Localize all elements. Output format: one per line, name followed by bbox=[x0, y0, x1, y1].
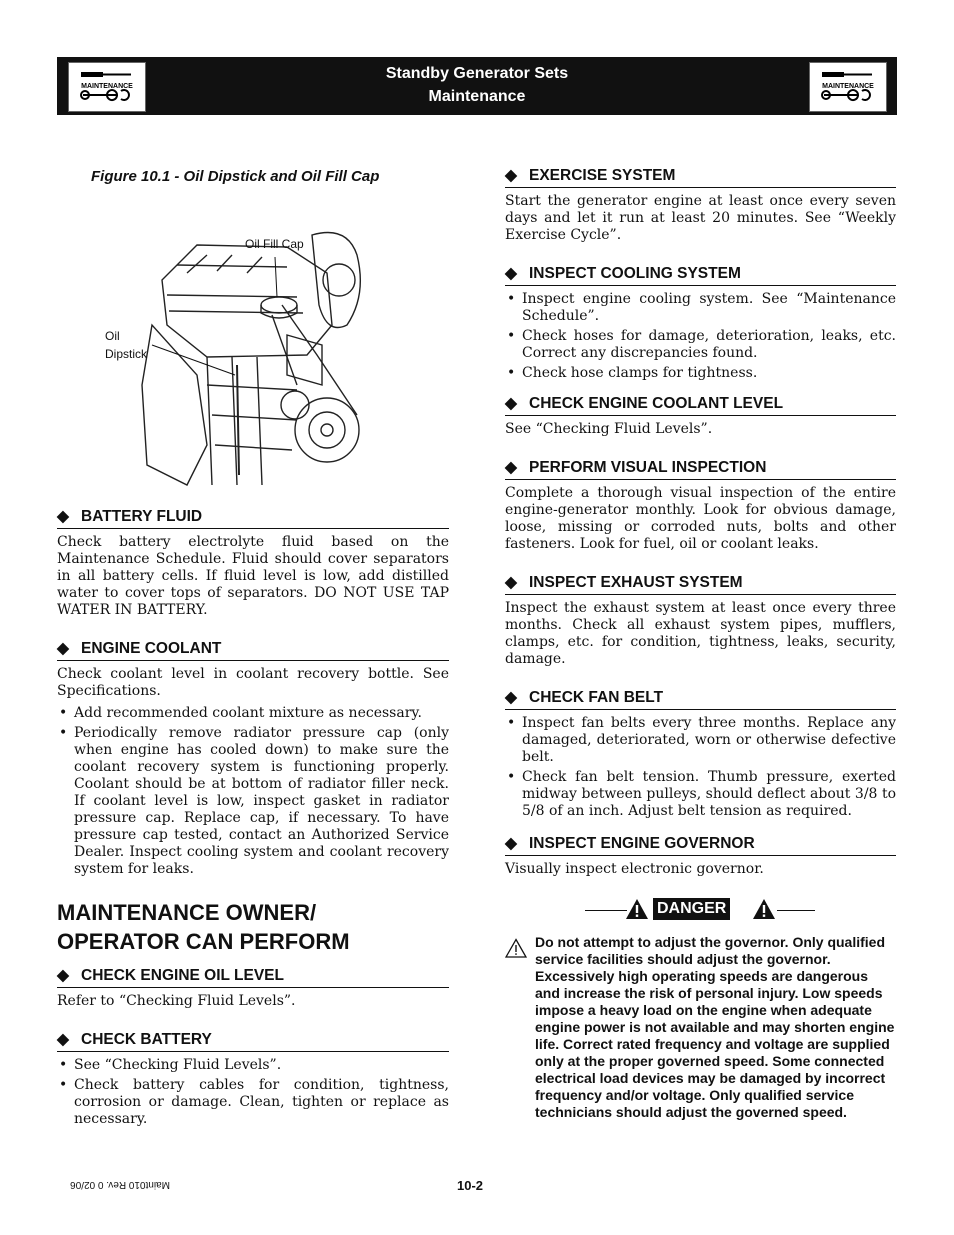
list-item: • Inspect fan belts every three months. Replace any damaged, deteriorated, worn or otherwise defective belt. bbox=[507, 715, 896, 765]
heading-visual-inspection bbox=[505, 458, 896, 480]
list-item: • Check fan belt tension. Thumb pressure, exerted midway between pulleys, should deflect about 3/8 to 5/8 of an inch. Adjust belt tension as required. bbox=[507, 769, 896, 819]
governor-text: Visually inspect electronic governor. bbox=[505, 861, 764, 877]
heading-text: ENGINE COOLANT bbox=[81, 640, 222, 657]
maintenance-badge-right bbox=[809, 62, 887, 112]
list-item-text: See “Checking Fluid Levels”. bbox=[74, 1057, 282, 1073]
diamond-bullet-icon: ◆ bbox=[505, 689, 517, 706]
heading-text: CHECK ENGINE COOLANT LEVEL bbox=[529, 395, 784, 412]
heading-exercise-system bbox=[505, 166, 896, 188]
caution-outline-icon bbox=[505, 938, 527, 958]
check-battery-list bbox=[57, 1057, 449, 1128]
list-item: • Inspect engine cooling system. See “Maintenance Schedule”. bbox=[507, 291, 896, 324]
heading-text: CHECK BATTERY bbox=[81, 1031, 212, 1048]
label-oil-fill-cap: Oil Fill Cap bbox=[245, 237, 304, 251]
diamond-bullet-icon: ◆ bbox=[505, 574, 517, 591]
visual-text: Complete a thorough visual inspection of the entire engine-generator monthly. Look for obvious damage, loose, missing or corroded nuts, bolts and other fasteners. Look for fuel, oil or coolant leaks. bbox=[505, 485, 896, 552]
heading-check-battery bbox=[57, 1030, 449, 1052]
divider bbox=[585, 910, 627, 911]
list-item-text: Add recommended coolant mixture as necessary. bbox=[74, 705, 422, 721]
coolant-level-text: See “Checking Fluid Levels”. bbox=[505, 421, 713, 437]
fan-belt-list bbox=[505, 715, 896, 820]
heading-check-fan-belt bbox=[505, 688, 896, 710]
diamond-bullet-icon: ◆ bbox=[505, 265, 517, 282]
page-header bbox=[57, 57, 897, 115]
heading-inspect-cooling bbox=[505, 264, 896, 286]
diamond-bullet-icon: ◆ bbox=[57, 1031, 69, 1048]
heading-text: PERFORM VISUAL INSPECTION bbox=[529, 459, 767, 476]
label-oil-dipstick bbox=[105, 327, 147, 363]
list-item-text: Check hoses for damage, deterioration, leaks, etc. Correct any discrepancies found. bbox=[522, 328, 896, 361]
document-code: Maint010 Rev. 0 02/06 bbox=[70, 1179, 170, 1190]
header-line-2: Maintenance bbox=[428, 88, 526, 105]
header-title bbox=[57, 62, 897, 108]
cooling-list bbox=[505, 291, 896, 382]
heading-text: CHECK FAN BELT bbox=[529, 689, 664, 706]
list-item: • Periodically remove radiator pressure cap (only when engine has cooled down) to make sure the coolant recovery system is functioning properly. Coolant should be at bottom of radiator filler neck. If coolant level is low, inspect gasket in radiator pressure cap. Replace cap, if necessary. To have pressure cap tested, contact an Authorized Service Dealer. Inspect cooling system and coolant recovery system for leaks. bbox=[59, 725, 449, 877]
battery-fluid-text: Check battery electrolyte fluid based on the Maintenance Schedule. Fluid should cover separators in all battery cells. If fluid level is low, add distilled water to cover tops of separators. DO NOT USE TAP WATER IN BATTERY. bbox=[57, 534, 449, 618]
warning-triangle-icon bbox=[752, 898, 776, 920]
heading-text: EXERCISE SYSTEM bbox=[529, 167, 676, 184]
danger-label: DANGER bbox=[653, 898, 730, 920]
heading-battery-fluid bbox=[57, 507, 449, 529]
exercise-text: Start the generator engine at least once every seven days and let it run at least 20 minutes. See “Weekly Exercise Cycle”. bbox=[505, 193, 896, 243]
label-oil: Oil bbox=[105, 329, 120, 343]
engine-coolant-text: Check coolant level in coolant recovery bottle. See Specifications. bbox=[57, 666, 449, 699]
divider bbox=[777, 910, 815, 911]
exhaust-text: Inspect the exhaust system at least once every three months. Check all exhaust system pipes, mufflers, clamps, etc. for condition, tightness, leaks, security, damage. bbox=[505, 600, 896, 667]
list-item-text: Check fan belt tension. Thumb pressure, exerted midway between pulleys, should deflect about 3/8 to 5/8 of an inch. Adjust belt tension as required. bbox=[522, 769, 896, 819]
right-column bbox=[505, 160, 896, 1121]
label-dipstick: Dipstick bbox=[105, 347, 148, 361]
heading-check-engine-oil bbox=[57, 966, 449, 988]
diamond-bullet-icon: ◆ bbox=[57, 967, 69, 984]
list-item: • See “Checking Fluid Levels”. bbox=[59, 1057, 282, 1073]
section-title-line-1: MAINTENANCE OWNER/ bbox=[57, 900, 317, 925]
list-item-text: Inspect fan belts every three months. Replace any damaged, deteriorated, worn or otherwise defective belt. bbox=[522, 715, 896, 765]
heading-text: INSPECT EXHAUST SYSTEM bbox=[529, 574, 743, 591]
list-item-text: Check battery cables for condition, tightness, corrosion or damage. Clean, tighten or replace as necessary. bbox=[74, 1077, 449, 1127]
list-item: • Check battery cables for condition, tightness, corrosion or damage. Clean, tighten or replace as necessary. bbox=[59, 1077, 449, 1127]
section-title bbox=[57, 898, 449, 956]
diamond-bullet-icon: ◆ bbox=[505, 167, 517, 184]
badge-label: MAINTENANCE bbox=[81, 83, 133, 90]
list-item: • Check hoses for damage, deterioration, leaks, etc. Correct any discrepancies found. bbox=[507, 328, 896, 361]
danger-text: Do not attempt to adjust the governor. Only qualified service facilities should adjust the governor. Excessively high operating speeds are dangerous and increase the risk of personal injury. Low speeds impose a heavy load on the engine when adequate engine power is not available and may shorten engine life. Correct rated frequency and voltage are supplied only at the proper governed speed. Some connected electrical load devices may be damaged by incorrect frequency and/or voltage. Only qualified service technicians should adjust the governed speed. bbox=[535, 934, 895, 1120]
list-item: • Check hose clamps for tightness. bbox=[507, 365, 758, 381]
diamond-bullet-icon: ◆ bbox=[505, 835, 517, 852]
heading-inspect-governor bbox=[505, 834, 896, 856]
section-title-line-2: OPERATOR CAN PERFORM bbox=[57, 929, 350, 954]
warning-triangle-icon bbox=[625, 898, 649, 920]
list-item-text: Periodically remove radiator pressure cap (only when engine has cooled down) to make sure the coolant recovery system is functioning properly. Coolant should be at bottom of radiator filler neck. If coolant level is low, inspect gasket in radiator pressure cap. Replace cap, if necessary. To have pressure cap tested, contact an Authorized Service Dealer. Inspect cooling system and coolant recovery system for leaks. bbox=[74, 725, 449, 877]
figure-title: Figure 10.1 - Oil Dipstick and Oil Fill Cap bbox=[91, 168, 380, 185]
diamond-bullet-icon: ◆ bbox=[57, 640, 69, 657]
heading-text: INSPECT COOLING SYSTEM bbox=[529, 265, 741, 282]
engine-coolant-list bbox=[57, 705, 449, 878]
header-line-1: Standby Generator Sets bbox=[385, 65, 569, 82]
diamond-bullet-icon: ◆ bbox=[57, 508, 69, 525]
badge-label: MAINTENANCE bbox=[822, 83, 874, 90]
heading-text: BATTERY FLUID bbox=[81, 508, 203, 525]
left-column bbox=[57, 160, 449, 1131]
heading-engine-coolant bbox=[57, 639, 449, 661]
diamond-bullet-icon: ◆ bbox=[505, 395, 517, 412]
heading-text: INSPECT ENGINE GOVERNOR bbox=[529, 835, 755, 852]
page-number: 10-2 bbox=[457, 1178, 484, 1193]
list-item-text: Inspect engine cooling system. See “Maintenance Schedule”. bbox=[522, 291, 896, 324]
heading-text: CHECK ENGINE OIL LEVEL bbox=[81, 967, 284, 984]
heading-inspect-exhaust bbox=[505, 573, 896, 595]
danger-banner bbox=[505, 896, 896, 926]
diamond-bullet-icon: ◆ bbox=[505, 459, 517, 476]
heading-coolant-level bbox=[505, 394, 896, 416]
check-oil-text: Refer to “Checking Fluid Levels”. bbox=[57, 993, 296, 1009]
danger-warning bbox=[505, 934, 896, 1121]
list-item-text: Check hose clamps for tightness. bbox=[522, 365, 758, 381]
engine-figure bbox=[57, 185, 449, 493]
list-item: • Add recommended coolant mixture as necessary. bbox=[59, 705, 422, 721]
